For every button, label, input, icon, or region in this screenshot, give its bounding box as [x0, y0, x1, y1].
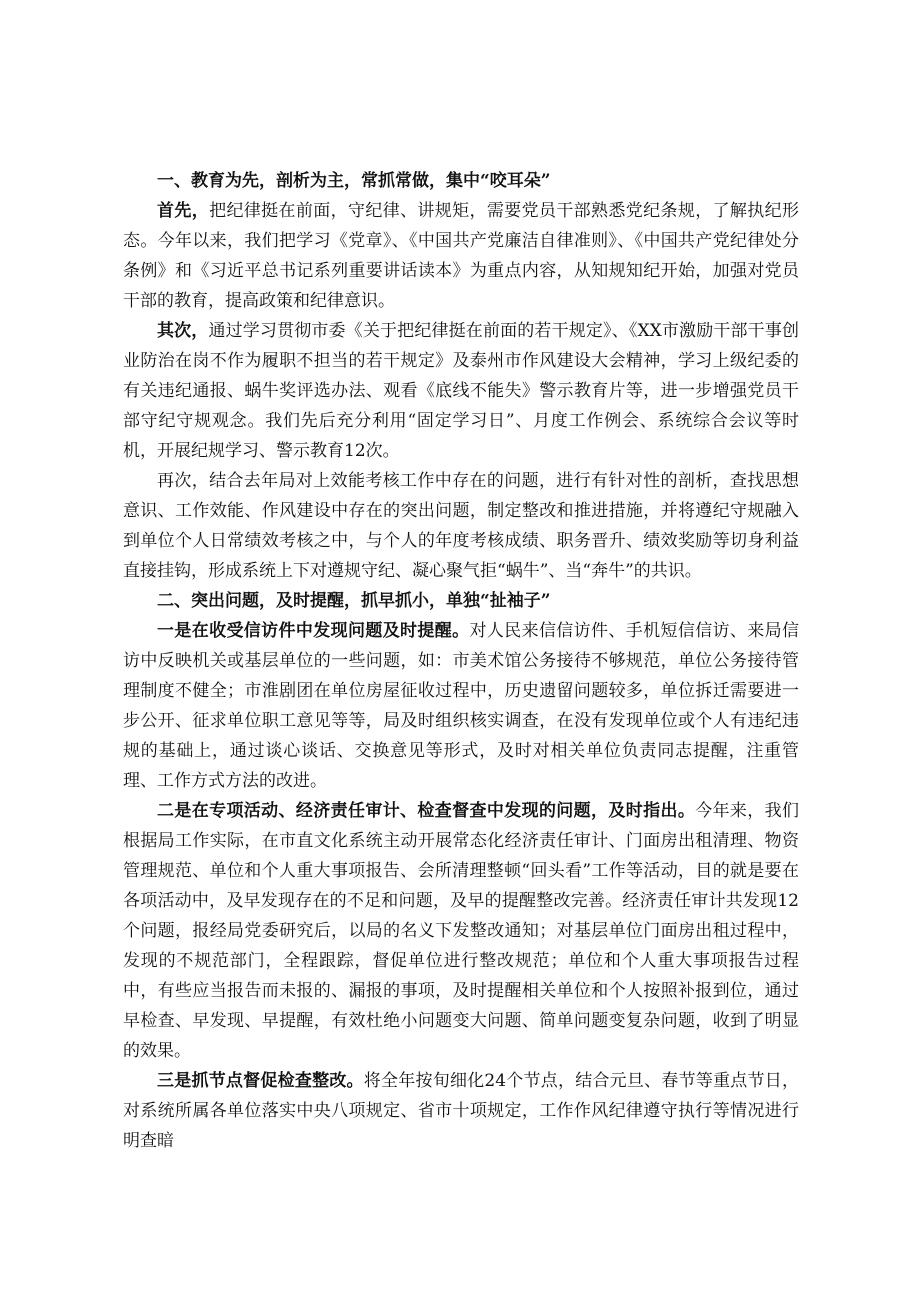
paragraph-text: 今年来，我们根据局工作实际，在市直文化系统主动开展常态化经济责任审计、门面房出租清理、物资管理规范、单位和个人重大事项报告、会所清理整顿“回头看”工作等活动，目的就是要在各项活动中，及早发现存在的不足和问题，及早的提醒整改完善。经济责任审计共发现12个问题，报经局党委研究后，以局的名义下发整改通知；对基层单位门面房出租过程中，发现的不规范部门，全程跟踪，督促单位进行整改规范；单位和个人重大事项报告过程中，有些应当报告而未报的、漏报的事项，及时提醒相关单位和个人按照补报到位，通过早检查、早发现、早提醒，有效杜绝小问题变大问题、简单问题变复杂问题，收到了明显的效果。 — [123, 801, 800, 1061]
paragraph-lead: 三是抓节点督促检查整改。 — [157, 1071, 364, 1091]
paragraph-text: 把纪律挺在前面，守纪律、讲规矩，需要党员干部熟悉党纪条规，了解执纪形态。今年以来，我们把学习《党章》、《中国共产党廉洁自律准则》、《中国共产党纪律处分条例》和《习近平总书记系列重要讲话读本》为重点内容，从知规知纪开始，加强对党员干部的教育，提高政策和纪律意识。 — [123, 201, 800, 311]
paragraph-lead: 首先， — [157, 201, 210, 221]
paragraph-text: 对人民来信信访件、手机短信信访、来局信访中反映机关或基层单位的一些问题，如：市美术馆公务接待不够规范，单位公务接待管理制度不健全；市淮剧团在单位房屋征收过程中，历史遗留问题较多，单位拆迁需要进一步公开、征求单位职工意见等等，局及时组织核实调查，在没有发现单位或个人有违纪违规的基础上，通过谈心谈话、交换意见等形式，及时对相关单位负责同志提醒，注重管理、工作方式方法的改进。 — [123, 621, 799, 791]
section-heading-2: 二、突出问题，及时提醒，抓早抓小，单独“扯袖子” — [157, 591, 551, 611]
paragraph-secondly — [123, 316, 799, 466]
paragraph-lead: 其次， — [157, 321, 209, 341]
paragraph-point-one — [123, 616, 799, 796]
paragraph-text: 再次，结合去年局对上效能考核工作中存在的问题，进行有针对性的剖析，查找思想意识、工作效能、作风建设中存在的突出问题，制定整改和推进措施，并将遵纪守规融入到单位个人日常绩效考核之中，与个人的年度考核成绩、职务晋升、绩效奖励等切身利益直接挂钩，形成系统上下对遵规守纪、凝心聚气拒“蜗牛”、当“奔牛”的共识。 — [123, 471, 799, 581]
paragraph-point-three — [123, 1066, 799, 1156]
paragraph-lead: 一是在收受信访件中发现问题及时提醒。 — [157, 621, 470, 641]
paragraph-text: 将全年按旬细化24个节点，结合元旦、春节等重点节日，对系统所属各单位落实中央八项规定、省市十项规定，工作作风纪律遵守执行等情况进行明查暗 — [123, 1071, 800, 1151]
paragraph-lead: 二是在专项活动、经济责任审计、检查督查中发现的问题，及时指出。 — [157, 801, 696, 821]
paragraph-thirdly — [123, 466, 799, 586]
paragraph-firstly — [123, 196, 799, 316]
paragraph-text: 通过学习贯彻市委《关于把纪律挺在前面的若干规定》、《XX市激励干部干事创业防治在岗不作为履职不担当的若干规定》及泰州市作风建设大会精神，学习上级纪委的有关违纪通报、蜗牛奖评选办法、观看《底线不能失》警示教育片等，进一步增强党员干部守纪守规观念。我们先后充分利用“固定学习日”、月度工作例会、系统综合会议等时机，开展纪规学习、警示教育12次。 — [123, 321, 799, 461]
document-body — [123, 166, 799, 1156]
paragraph-point-two — [123, 796, 799, 1066]
section-heading-1: 一、教育为先，剖析为主，常抓常做，集中“咬耳朵” — [157, 171, 551, 191]
